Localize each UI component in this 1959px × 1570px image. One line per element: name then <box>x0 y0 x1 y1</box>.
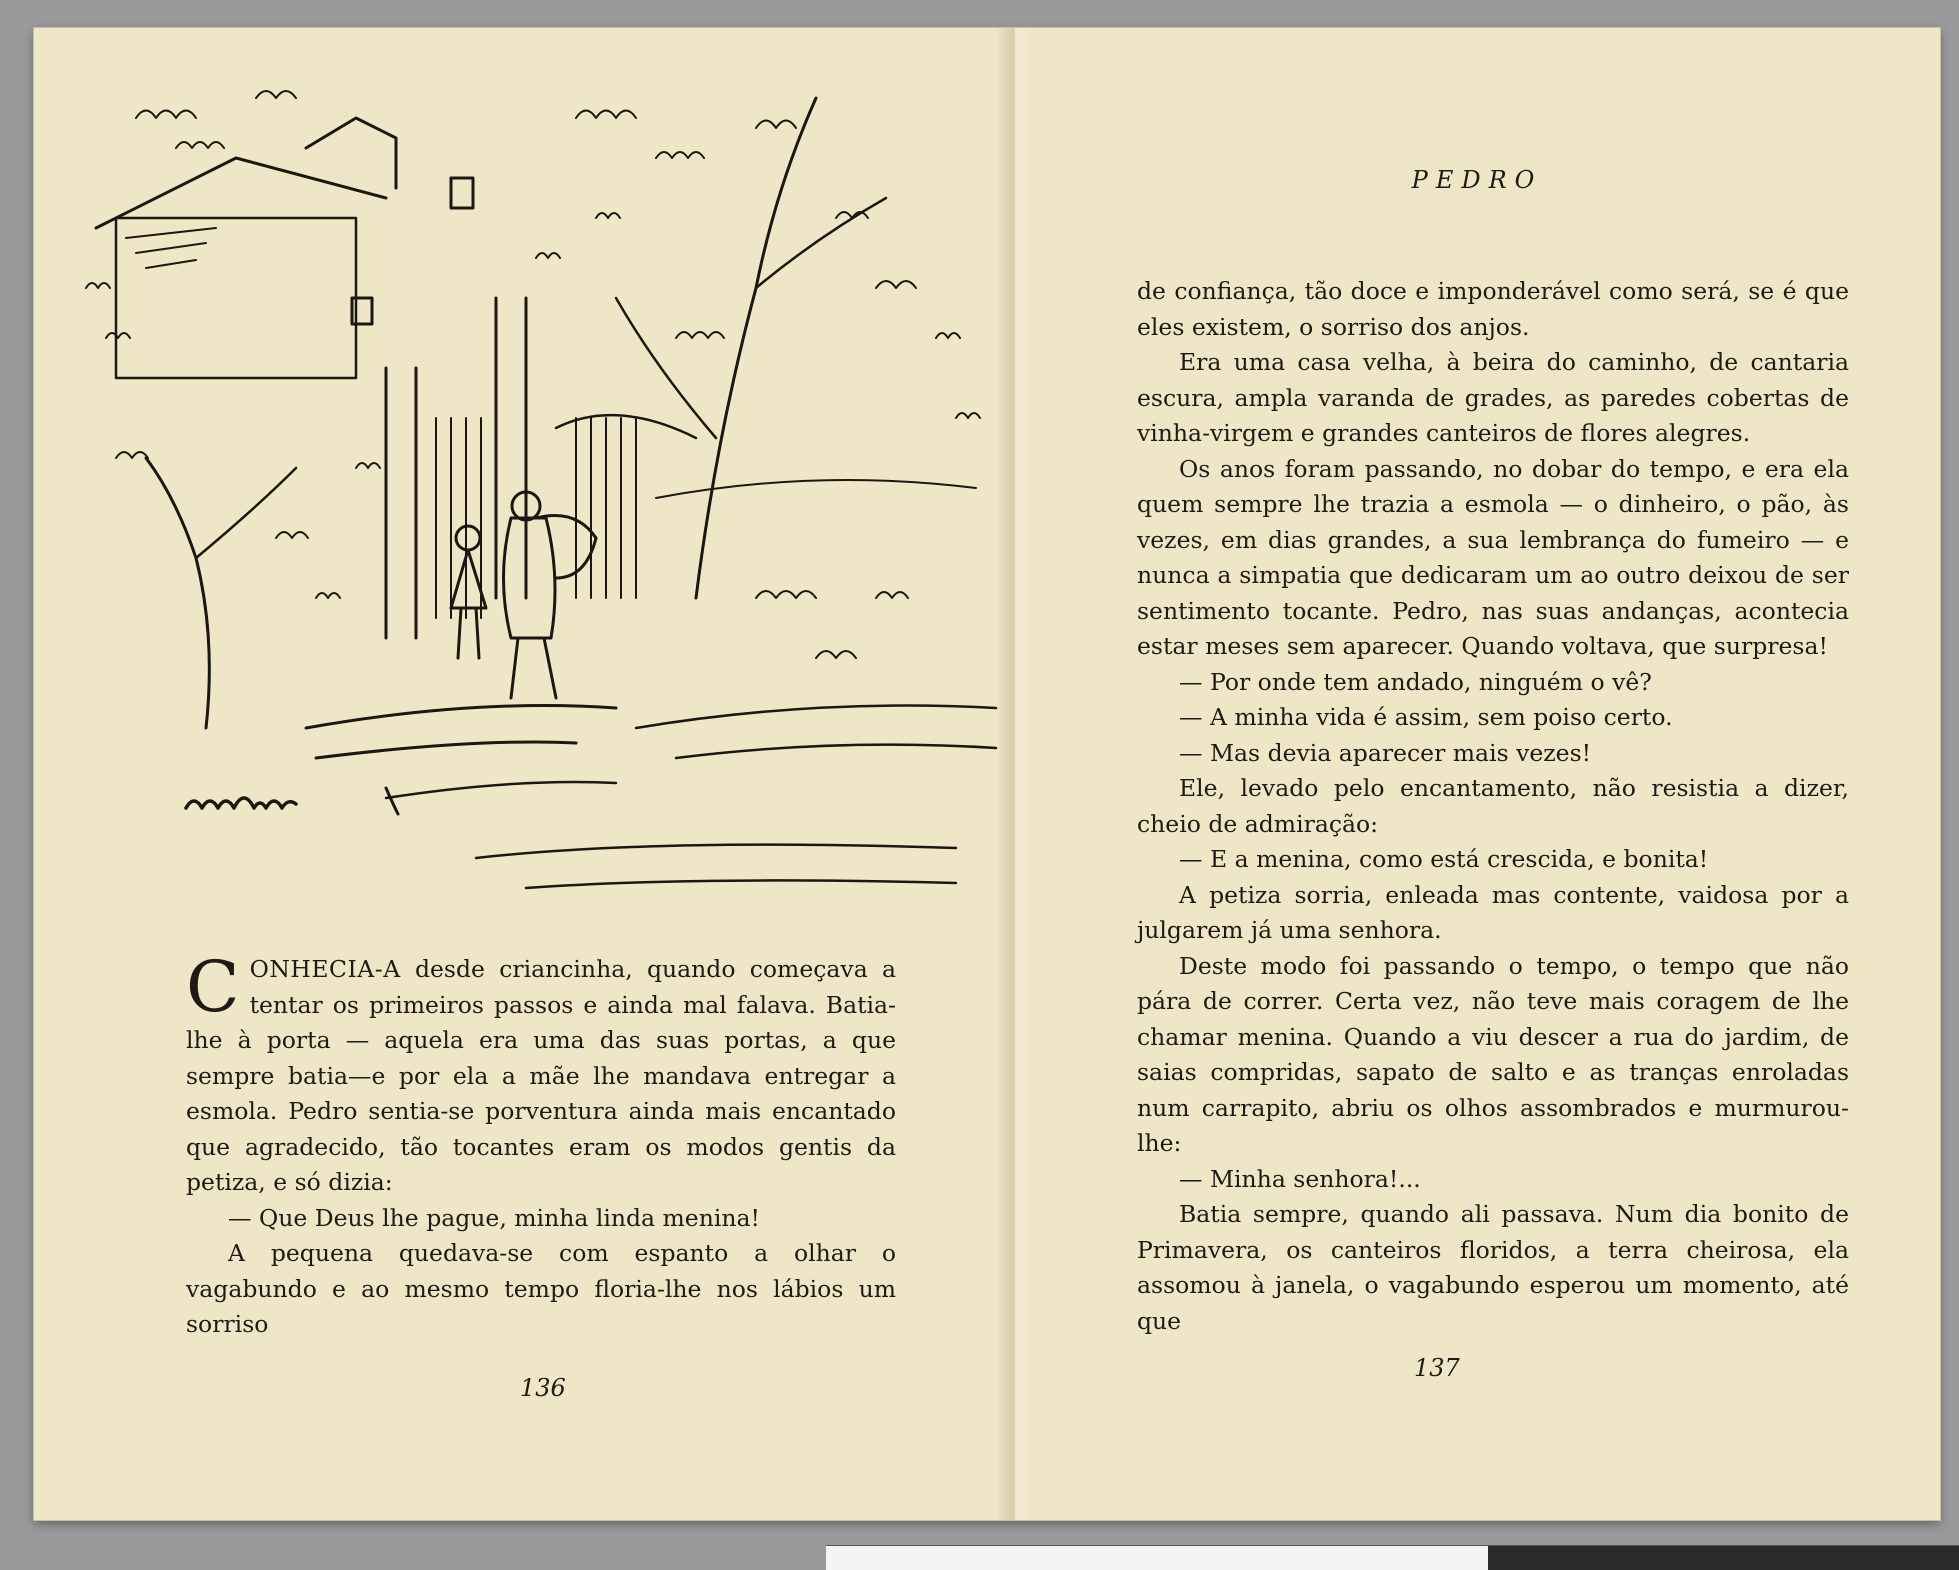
paragraph: Ele, levado pelo encantamento, não resistia a dizer, cheio de admiração: <box>1137 774 1849 838</box>
running-head: PEDRO <box>1411 166 1543 194</box>
paragraph: — A minha vida é assim, sem poiso certo. <box>1179 703 1673 731</box>
page-number: 137 <box>1414 1354 1460 1382</box>
scan-color-ruler <box>826 1545 1959 1570</box>
paragraph: — Mas devia aparecer mais vezes! <box>1179 738 1592 767</box>
paragraph: — Minha senhora!... <box>1179 1164 1421 1193</box>
paragraph: Deste modo foi passando o tempo, o tempo que não pára de correr. Certa vez, não teve mais coragem de lhe chamar menina. Quando a viu descer a rua do jardim, de saias compridas, sapato de salto e as tranças enroladas num carrapito, abriu os olhos assombrados e murmurou-lhe: <box>1137 951 1849 1157</box>
right-page <box>1014 28 1940 1520</box>
book-spread <box>34 28 1940 1520</box>
paragraph: Batia sempre, quando ali passava. Num dia bonito de Primavera, os canteiros floridos, a terra cheirosa, ela assomou à janela, o vagabundo esperou um momento, até que <box>1137 1200 1849 1335</box>
garden-gate-sketch-icon <box>56 38 1006 918</box>
paragraph: A pequena quedava-se com espanto a olhar o vagabundo e ao mesmo tempo floria-lhe nos lábios um sorriso <box>186 1239 896 1338</box>
opening-paragraph <box>186 946 896 1201</box>
left-page <box>34 28 1014 1520</box>
paragraph: — E a menina, como está crescida, e bonita! <box>1179 845 1709 873</box>
right-body-text <box>1137 274 1849 1339</box>
paragraph-text: desde criancinha, quando começava a tentar os primeiros passos e ainda mal falava. Batia-lhe à porta — aquela era uma das suas portas, a que sempre batia—e por ela a mãe lhe mandava entregar a esmola. Pedro sentia-se porventura ainda mais encantado que agradecido, tão tocantes eram os modos gentis da petiza, e só dizia: <box>186 955 896 1196</box>
paragraph: — Que Deus lhe pague, minha linda menina! <box>228 1203 760 1232</box>
paragraph: A petiza sorria, enleada mas contente, vaidosa por a julgarem já uma senhora. <box>1137 880 1849 944</box>
page-number: 136 <box>520 1374 566 1402</box>
drop-cap: C <box>186 946 240 1028</box>
paragraph: Os anos foram passando, no dobar do tempo, e era ela quem sempre lhe trazia a esmola — o dinheiro, o pão, às vezes, em dias grandes, a sua lembrança do fumeiro — e nunca a simpatia que dedicaram um ao outro deixou de ser sentimento tocante. Pedro, nas suas andanças, acontecia estar meses sem aparecer. Quando voltava, que surpresa! <box>1137 454 1849 660</box>
lead-in-text: ONHECIA-A <box>249 955 401 983</box>
paragraph: de confiança, tão doce e imponderável como será, se é que eles existem, o sorriso dos anjos. <box>1137 277 1849 341</box>
scan-ruler-dark-band <box>1488 1546 1959 1570</box>
paragraph: Era uma casa velha, à beira do caminho, de cantaria escura, ampla varanda de grades, as paredes cobertas de vinha-virgem e grandes canteiros de flores alegres. <box>1137 348 1849 447</box>
left-body-text <box>186 946 896 1343</box>
paragraph: — Por onde tem andado, ninguém o vê? <box>1179 667 1652 696</box>
